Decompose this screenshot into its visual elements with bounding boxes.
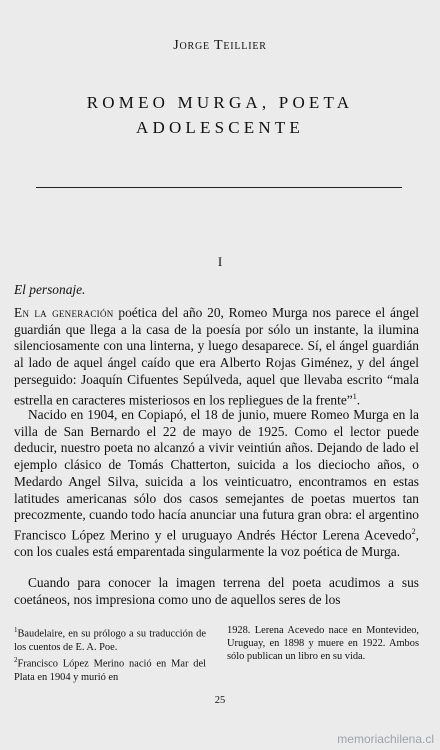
footnote-1-text: Baudelaire, en su prólogo a su traducción de los cuentos de E. A. Poe.	[14, 628, 206, 653]
author-name: Jorge Teillier	[173, 38, 267, 53]
paragraph-2	[14, 407, 419, 561]
footnotes-left-column	[14, 624, 206, 684]
footnotes-right-column	[227, 624, 419, 684]
paragraph-2-text-b: , con los cuales está emparentada singularmente la voz poética de Murga.	[14, 527, 419, 560]
paragraph-1-lead: En la generación	[14, 305, 114, 320]
section-heading: El personaje.	[14, 282, 86, 297]
footnote-2-mark: 2	[14, 655, 18, 664]
paragraph-1-text: poética del año 20, Romeo Murga nos parece el ángel guardián que llega a la casa de la poesía por sólo un instante, la ilumina silenciosamente con una linterna, y luego desaparece. Sí, el ángel guardián al lado de aquel ángel caído que era Alberto Rojas Giménez, y del ángel perseguido: Joaquín Cifuentes Sepúlveda, aquel que llevaba escrito “mala estrella en caracteres misteriosos en los repliegues de la frente”	[14, 305, 419, 407]
paragraph-1	[14, 305, 419, 409]
page-number: 25	[214, 695, 226, 706]
paragraph-1-end: .	[356, 391, 361, 407]
watermark-text: memoriachilena.cl	[337, 732, 434, 746]
footnote-2-text: Francisco López Merino nació en Mar del Plata en 1904 y murió en	[14, 658, 206, 683]
title-line-2: ADOLESCENTE	[135, 118, 305, 137]
footnote-1	[14, 624, 206, 654]
footnotes	[14, 624, 419, 684]
article-title	[0, 90, 440, 140]
section-numeral: I	[217, 254, 223, 269]
footnote-ref-1: 1	[352, 391, 357, 401]
footnote-1-mark: 1	[14, 626, 18, 634]
footnote-ref-2: 2	[411, 526, 416, 536]
paragraph-2-text-a: Nacido en 1904, en Copiapó, el 18 de junio, muere Romeo Murga en la villa de San Bernardo el 22 de mayo de 1925. Como el lector puede deducir, nuestro poeta no alcanzó a vivir veintiún años. Dejando de lado el ejemplo clásico de Tomás Chatterton, suicida a los dieciocho años, o Medardo Angel Silva, suicida a los veinticuatro, encontramos en estas latitudes americanas sólo dos casos semejantes de poetas muertos tan precozmente, cuando todo hacía anunciar una futura gran obra: el argentino Francisco López Merino y el uruguayo Andrés Héctor Lerena Acevedo	[14, 407, 419, 543]
footnote-2	[14, 654, 206, 684]
title-line-1: ROMEO MURGA, POETA	[86, 93, 354, 112]
footnote-2-continued: 1928. Lerena Acevedo nace en Montevideo, Uruguay, en 1898 y muere en 1922. Ambos sólo publican un libro en su vida.	[227, 625, 419, 663]
paragraph-3: Cuando para conocer la imagen terrena del poeta acudimos a sus coetáneos, nos impresiona como uno de aquellos seres de los	[14, 575, 419, 607]
horizontal-rule	[36, 187, 402, 188]
